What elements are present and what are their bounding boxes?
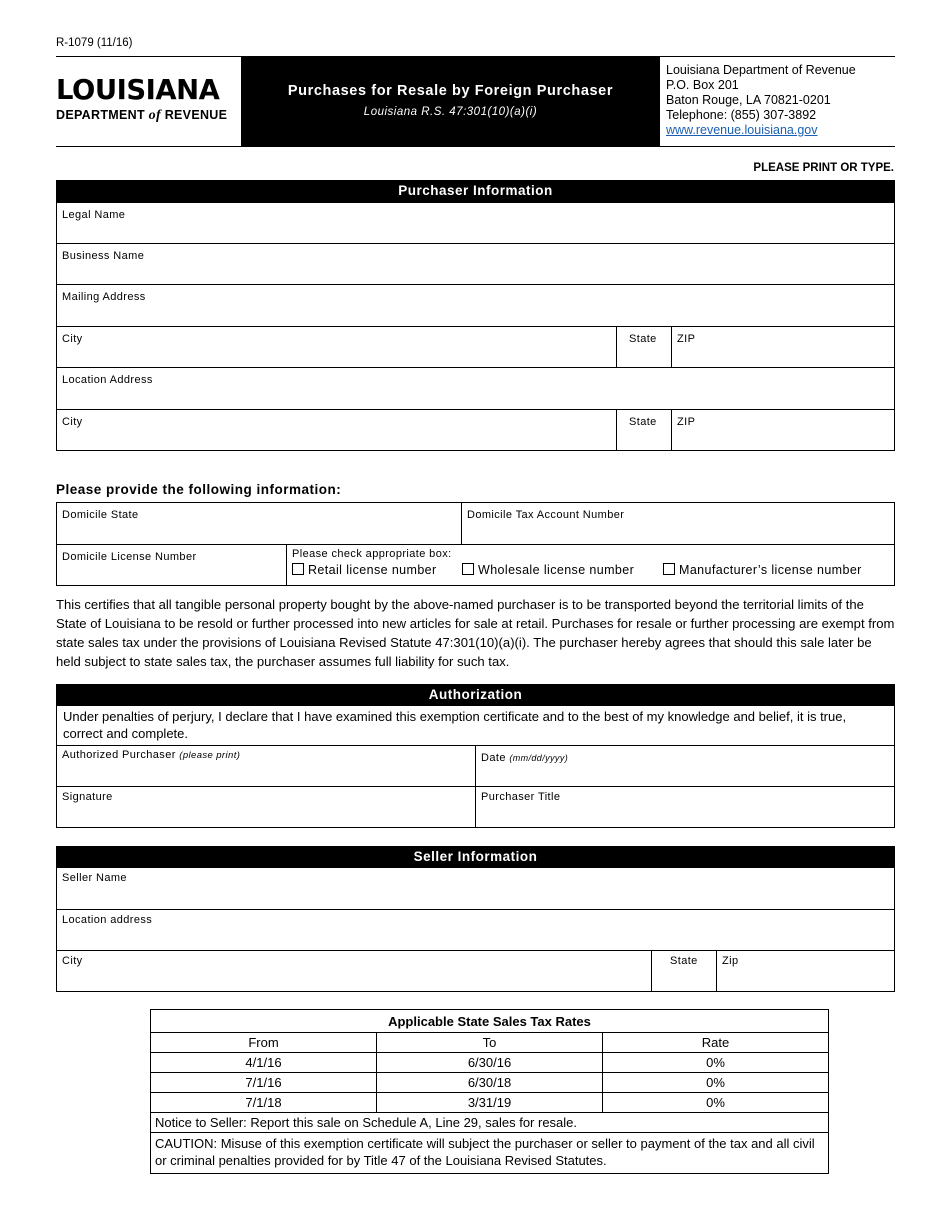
retail-option[interactable] bbox=[292, 563, 437, 577]
declaration-box bbox=[56, 705, 895, 746]
seller-name-field[interactable] bbox=[56, 867, 895, 910]
seller-location-label: Location address bbox=[62, 914, 153, 926]
seller-zip-label: Zip bbox=[722, 955, 739, 967]
provide-heading: Please provide the following information: bbox=[56, 482, 342, 497]
location-address-label: Location Address bbox=[62, 374, 153, 386]
header-title-block bbox=[241, 57, 660, 146]
purchaser-info-header: Purchaser Information bbox=[56, 180, 895, 202]
manufacturer-option[interactable] bbox=[663, 563, 862, 577]
domicile-state-field[interactable] bbox=[56, 502, 462, 545]
domicile-tax-field[interactable] bbox=[461, 502, 895, 545]
retail-option-label: Retail license number bbox=[308, 563, 437, 577]
purchaser-title-label: Purchaser Title bbox=[481, 791, 561, 803]
form-id: R-1079 (11/16) bbox=[56, 37, 133, 49]
rate-from: 7/1/18 bbox=[151, 1093, 377, 1113]
address-line: Baton Rouge, LA 70821-0201 bbox=[666, 93, 831, 107]
date-format-note: (mm/dd/yyyy) bbox=[509, 753, 569, 763]
address-line: Louisiana Department of Revenue bbox=[666, 63, 856, 77]
location-address-field[interactable] bbox=[56, 367, 895, 410]
rate-value: 0% bbox=[603, 1053, 829, 1073]
authorization-header: Authorization bbox=[56, 684, 895, 706]
manufacturer-option-label: Manufacturer’s license number bbox=[679, 563, 862, 577]
zip-label: ZIP bbox=[677, 416, 696, 428]
wholesale-option-label: Wholesale license number bbox=[478, 563, 635, 577]
mailing-state-field[interactable] bbox=[616, 326, 672, 368]
rate-to: 3/31/19 bbox=[377, 1093, 603, 1113]
rate-value: 0% bbox=[603, 1093, 829, 1113]
seller-state-field[interactable] bbox=[651, 950, 717, 992]
date-field[interactable] bbox=[475, 745, 895, 787]
mailing-zip-field[interactable] bbox=[671, 326, 895, 368]
rate-from: 7/1/16 bbox=[151, 1073, 377, 1093]
authorized-purchaser-label bbox=[62, 749, 240, 761]
logo-dept-post: REVENUE bbox=[164, 108, 228, 122]
legal-name-field[interactable] bbox=[56, 202, 895, 244]
col-header-to: To bbox=[377, 1033, 603, 1053]
rate-value: 0% bbox=[603, 1073, 829, 1093]
check-box-label: Please check appropriate box: bbox=[292, 548, 452, 560]
mailing-address-field[interactable] bbox=[56, 284, 895, 327]
caution-note: CAUTION: Misuse of this exemption certificate will subject the purchaser or seller to payment of the tax and all civil or criminal penalties provided for by Title 47 of the Louisiana Revised Statutes. bbox=[151, 1133, 829, 1174]
logo-dept-of: of bbox=[148, 108, 161, 123]
business-name-field[interactable] bbox=[56, 243, 895, 285]
zip-label: ZIP bbox=[677, 333, 696, 345]
retail-checkbox[interactable] bbox=[292, 563, 304, 575]
seller-info-header: Seller Information bbox=[56, 846, 895, 868]
rate-from: 4/1/16 bbox=[151, 1053, 377, 1073]
signature-field[interactable] bbox=[56, 786, 476, 828]
address-line: Telephone: (855) 307-3892 bbox=[666, 108, 817, 122]
authorized-purchaser-field[interactable] bbox=[56, 745, 476, 787]
domicile-tax-label: Domicile Tax Account Number bbox=[467, 509, 625, 521]
legal-name-label: Legal Name bbox=[62, 209, 126, 221]
domicile-state-label: Domicile State bbox=[62, 509, 139, 521]
website-link[interactable]: www.revenue.louisiana.gov bbox=[666, 123, 818, 137]
location-state-field[interactable] bbox=[616, 409, 672, 451]
rate-to: 6/30/18 bbox=[377, 1073, 603, 1093]
mailing-address-label: Mailing Address bbox=[62, 291, 146, 303]
domicile-license-label: Domicile License Number bbox=[62, 551, 197, 563]
declaration-text: Under penalties of perjury, I declare that I have examined this exemption certificate and to the best of my knowledge and belief, it is true, correct and complete. bbox=[63, 709, 847, 741]
license-type-field bbox=[286, 544, 895, 586]
location-zip-field[interactable] bbox=[671, 409, 895, 451]
seller-zip-field[interactable] bbox=[716, 950, 895, 992]
seller-name-label: Seller Name bbox=[62, 872, 127, 884]
address-line: P.O. Box 201 bbox=[666, 78, 739, 92]
logo-department bbox=[56, 108, 236, 124]
manufacturer-checkbox[interactable] bbox=[663, 563, 675, 575]
domicile-license-field[interactable] bbox=[56, 544, 287, 586]
seller-city-field[interactable] bbox=[56, 950, 652, 992]
purchaser-title-field[interactable] bbox=[475, 786, 895, 828]
seller-notice: Notice to Seller: Report this sale on Schedule A, Line 29, sales for resale. bbox=[151, 1113, 829, 1133]
rates-title: Applicable State Sales Tax Rates bbox=[151, 1010, 829, 1033]
seller-state-label: State bbox=[670, 955, 698, 967]
table-row bbox=[151, 1073, 829, 1093]
header-bottom-rule bbox=[56, 146, 895, 147]
tax-rates-table bbox=[150, 1009, 829, 1174]
state-label: State bbox=[629, 416, 657, 428]
please-print-note: (please print) bbox=[179, 750, 241, 761]
form-subtitle: Louisiana R.S. 47:301(10)(a)(i) bbox=[363, 106, 538, 118]
logo-dept-pre: DEPARTMENT bbox=[56, 108, 145, 122]
mailing-city-field[interactable] bbox=[56, 326, 617, 368]
table-row bbox=[151, 1093, 829, 1113]
city-label: City bbox=[62, 333, 83, 345]
signature-label: Signature bbox=[62, 791, 113, 803]
authorized-purchaser-text: Authorized Purchaser bbox=[62, 749, 176, 761]
business-name-label: Business Name bbox=[62, 250, 145, 262]
louisiana-logo bbox=[56, 74, 236, 124]
seller-location-field[interactable] bbox=[56, 909, 895, 951]
wholesale-checkbox[interactable] bbox=[462, 563, 474, 575]
state-label: State bbox=[629, 333, 657, 345]
col-header-rate: Rate bbox=[603, 1033, 829, 1053]
form-title: Purchases for Resale by Foreign Purchaser bbox=[287, 83, 614, 99]
wholesale-option[interactable] bbox=[462, 563, 634, 577]
certification-text: This certifies that all tangible personal property bought by the above-named purchaser is to be transported beyond the territorial limits of the State of Louisiana to be resold or further processed into new articles for sale at retail. Purchases for resale or further processing are exempt from state sales tax under the provisions of Louisiana Revised Statute 47:301(10)(a)(i). The purchaser hereby agrees that should this sale later be held subject to state sales tax, the purchaser assumes full liability for such tax. bbox=[56, 597, 895, 669]
col-header-from: From bbox=[151, 1033, 377, 1053]
date-text: Date bbox=[481, 752, 506, 764]
rate-to: 6/30/16 bbox=[377, 1053, 603, 1073]
city-label: City bbox=[62, 416, 83, 428]
table-row bbox=[151, 1053, 829, 1073]
department-address bbox=[666, 63, 856, 138]
logo-wordmark: LOUISIANA bbox=[56, 73, 220, 106]
seller-city-label: City bbox=[62, 955, 83, 967]
date-label bbox=[481, 752, 568, 764]
location-city-field[interactable] bbox=[56, 409, 617, 451]
print-note: PLEASE PRINT OR TYPE. bbox=[753, 162, 894, 174]
